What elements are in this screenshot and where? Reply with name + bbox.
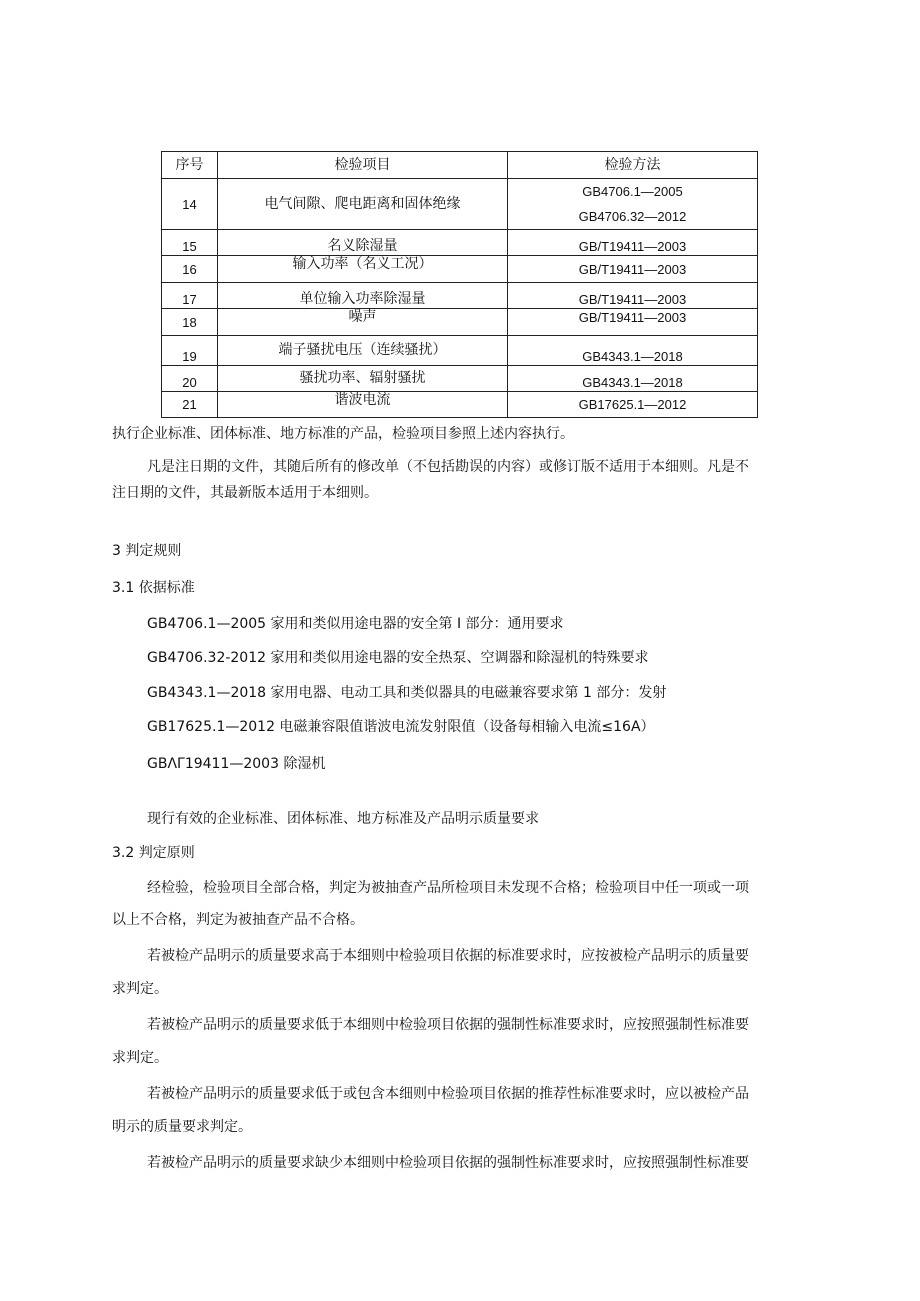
row-item: 噪声 [218, 309, 508, 336]
section-heading-3: 3 判定规则 [112, 543, 182, 559]
table-header-row [162, 152, 758, 179]
paragraph-date-line1: 凡是注日期的文件，其随后所有的修改单（不包括勘误的内容）或修订版不适用于本细则。凡是不 [147, 459, 749, 475]
standard-item: GBΛΓ19411—2003 除湿机 [147, 756, 326, 772]
rule-paragraph: 若被检产品明示的质量要求低于或包含本细则中检验项目依据的推荐性标准要求时，应以被检产品 [147, 1086, 749, 1102]
rule-paragraph: 求判定。 [112, 1050, 168, 1066]
rule-paragraph: 以上不合格，判定为被抽查产品不合格。 [112, 912, 364, 928]
row-method: GB4343.1—2018 [508, 336, 758, 366]
row-number: 15 [162, 230, 218, 256]
standard-item: GB17625.1—2012 电磁兼容限值谐波电流发射限值（设备每相输入电流≤16A） [147, 719, 655, 735]
section-heading-3-1: 3.1 依据标准 [112, 580, 195, 596]
rule-paragraph: 若被检产品明示的质量要求低于本细则中检验项目依据的强制性标准要求时，应按照强制性标准要 [147, 1017, 749, 1033]
rule-paragraph: 明示的质量要求判定。 [112, 1119, 252, 1135]
standard-item: GB4706.1—2005 家用和类似用途电器的安全第 I 部分：通用要求 [147, 616, 564, 632]
method-line: GB4706.32—2012 [578, 209, 687, 224]
paragraph-date-line2: 注日期的文件，其最新版本适用于本细则。 [112, 485, 378, 501]
row-method: GB17625.1—2012 [508, 392, 758, 418]
rule-paragraph: 经检验，检验项目全部合格，判定为被抽查产品所检项目未发现不合格；检验项目中任一项或一项 [147, 880, 749, 896]
method-line: GB4706.1—2005 [582, 184, 683, 199]
row-number: 16 [162, 256, 218, 283]
row-method: GB4343.1—2018 [508, 366, 758, 392]
row-method: GB/T19411—2003 [508, 256, 758, 283]
row-item: 单位输入功率除湿量 [218, 283, 508, 309]
inspection-items-table [161, 151, 758, 418]
standard-item: GB4706.32-2012 家用和类似用途电器的安全热泵、空调器和除湿机的特殊要求 [147, 650, 649, 666]
row-item: 谐波电流 [218, 392, 508, 418]
table-row [162, 256, 758, 283]
row-method: GB/T19411—2003 [508, 283, 758, 309]
header-cell: 检验方法 [508, 152, 758, 179]
table-row [162, 309, 758, 336]
header-cell: 序号 [162, 152, 218, 179]
rule-paragraph: 若被检产品明示的质量要求高于本细则中检验项目依据的标准要求时，应按被检产品明示的质量要 [147, 948, 749, 964]
table-row [162, 283, 758, 309]
row-number: 18 [162, 309, 218, 336]
row-number: 19 [162, 336, 218, 366]
rule-paragraph: 若被检产品明示的质量要求缺少本细则中检验项目依据的强制性标准要求时，应按照强制性标准要 [147, 1155, 749, 1171]
row-method [508, 179, 758, 230]
standard-item: 现行有效的企业标准、团体标准、地方标准及产品明示质量要求 [147, 811, 539, 827]
table-row [162, 179, 758, 230]
row-number: 20 [162, 366, 218, 392]
row-item: 骚扰功率、辐射骚扰 [218, 366, 508, 392]
row-method: GB/T19411—2003 [508, 309, 758, 336]
row-item: 输入功率（名义工况） [218, 256, 508, 283]
paragraph-exec: 执行企业标准、团体标准、地方标准的产品，检验项目参照上述内容执行。 [112, 426, 574, 442]
table-row [162, 336, 758, 366]
row-item: 端子骚扰电压（连续骚扰） [218, 336, 508, 366]
rule-paragraph: 求判定。 [112, 981, 168, 997]
section-heading-3-2: 3.2 判定原则 [112, 845, 195, 861]
header-cell: 检验项目 [218, 152, 508, 179]
row-item: 电气间隙、爬电距离和固体绝缘 [218, 179, 508, 230]
row-number: 21 [162, 392, 218, 418]
standard-item: GB4343.1—2018 家用电器、电动工具和类似器具的电磁兼容要求第 1 部分：发射 [147, 685, 667, 701]
row-number: 17 [162, 283, 218, 309]
table-row [162, 230, 758, 256]
row-method: GB/T19411—2003 [508, 230, 758, 256]
row-number: 14 [162, 179, 218, 230]
table-row [162, 392, 758, 418]
row-item: 名义除湿量 [218, 230, 508, 256]
table-row [162, 366, 758, 392]
